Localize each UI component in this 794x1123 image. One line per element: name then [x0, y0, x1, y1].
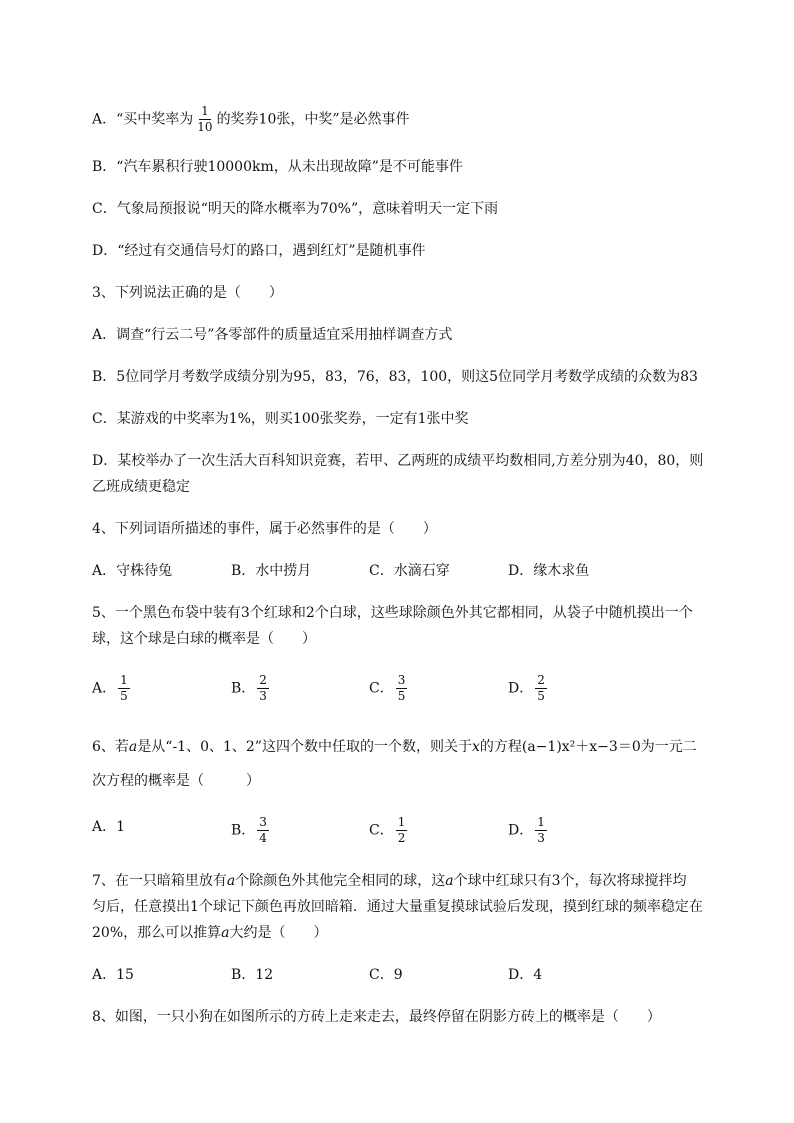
q5-option-b: [231, 674, 271, 703]
q6-stem-post: 为一元二: [640, 739, 697, 755]
q4-option-c: C．水滴石穿: [369, 563, 450, 579]
fraction-denominator: 5: [537, 689, 545, 703]
q7-option-b: B．12: [231, 967, 274, 983]
q2-option-a-fraction: [195, 105, 214, 134]
fraction-denominator: 2: [397, 831, 406, 845]
fraction-numerator: 1: [120, 673, 128, 687]
q4-option-a: A．守株待兔: [92, 563, 173, 579]
q6-option-b-fraction: [257, 816, 269, 845]
q4-stem: 4、下列词语所描述的事件，属于必然事件的是（ ）: [92, 521, 437, 537]
q6-option-c: [369, 816, 409, 845]
q4-option-d: D．缘木求鱼: [508, 563, 590, 579]
q7-line3-post: 大约是（ ）: [229, 925, 328, 941]
fraction-numerator: 1: [397, 815, 406, 829]
option-label: B．: [231, 822, 256, 839]
q5-option-a-fraction: [118, 674, 130, 703]
q2-option-c: C．气象局预报说“明天的降水概率为70%”，意味着明天一定下雨: [92, 201, 499, 217]
q5-option-d-fraction: [535, 674, 547, 703]
fraction-denominator: 10: [197, 120, 213, 134]
q6-stem-pre: 6、若: [92, 739, 129, 755]
q5-option-a: [92, 674, 132, 703]
q6-option-d-fraction: [535, 816, 547, 845]
fraction-numerator: 2: [537, 673, 545, 687]
q7-line1-post: 个除颜色外其他完全相同的球，这: [235, 873, 446, 889]
q5-option-b-fraction: [257, 674, 269, 703]
q3-option-a: A．调查“行云二号”各零部件的质量适宜采用抽样调查方式: [92, 327, 453, 343]
fraction-numerator: 1: [537, 815, 545, 829]
q6-option-a: A．1: [92, 819, 126, 835]
option-label: B．: [231, 680, 256, 697]
q6-stem-line1: [92, 738, 697, 756]
q7-variable-a: a: [221, 925, 230, 941]
q3-option-c: C．某游戏的中奖率为1%，则买100张奖券，一定有1张中奖: [92, 411, 469, 427]
q3-option-d-line2: 乙班成绩更稳定: [92, 479, 190, 495]
q7-option-a: A．15: [92, 967, 134, 983]
q8-stem: 8、如图，一只小狗在如图所示的方砖上走来走去，最终停留在阴影方砖上的概率是（ ）: [92, 1009, 661, 1025]
fraction-denominator: 4: [259, 831, 267, 845]
q6-variable-a: a: [128, 739, 138, 755]
option-label: D．: [508, 680, 534, 697]
q6-stem-mid2: 的方程: [479, 739, 522, 755]
q3-option-d-line1: D．某校举办了一次生活大百科知识竞赛，若甲、乙两班的成绩平均数相同,方差分别为40，80，则: [92, 453, 704, 469]
q6-option-b: [231, 816, 271, 845]
q6-option-c-fraction: [396, 816, 408, 845]
q7-option-d: D．4: [508, 967, 543, 983]
q2-option-a: [92, 105, 410, 134]
q7-line3-pre: 20%，那么可以推算: [92, 925, 222, 941]
q2-option-d: D．“经过有交通信号灯的路口，遇到红灯”是随机事件: [92, 243, 426, 259]
q6-equation: (a−1)x²＋x−3＝0: [521, 739, 641, 755]
q6-stem-mid: 是从“-1、0、1、2”这四个数中任取的一个数，则关于: [137, 739, 472, 755]
q5-option-d: [508, 674, 549, 703]
q5-option-c: [369, 674, 409, 703]
fraction-denominator: 3: [259, 689, 267, 703]
q7-variable-a: a: [445, 873, 454, 889]
fraction-denominator: 3: [537, 831, 545, 845]
q5-option-c-fraction: [396, 674, 408, 703]
fraction-denominator: 5: [120, 689, 128, 703]
fraction-numerator: 3: [259, 815, 267, 829]
fraction-numerator: 2: [259, 673, 267, 687]
q7-variable-a: a: [226, 873, 236, 889]
q6-variable-x: x: [471, 739, 480, 755]
q7-stem-line1: [92, 872, 687, 890]
q6-option-d: [508, 816, 549, 845]
fraction-numerator: 3: [397, 673, 406, 687]
q5-stem-line2: 球，这个球是白球的概率是（ ）: [92, 631, 316, 647]
q3-stem: 3、下列说法正确的是（ ）: [92, 285, 283, 301]
q7-stem-line3: [92, 924, 327, 942]
option-label: A．: [92, 680, 117, 697]
option-label: C．: [369, 680, 394, 697]
q2-option-b: B．“汽车累积行驶10000km，从未出现故障”是不可能事件: [92, 159, 463, 175]
option-label: D．: [508, 822, 534, 839]
q7-line1-pre: 7、在一只暗箱里放有: [92, 873, 227, 889]
fraction-numerator: 1: [201, 104, 209, 118]
q7-option-c: C．9: [369, 967, 403, 983]
fraction-denominator: 5: [397, 689, 406, 703]
q7-stem-line2: 匀后，任意摸出1个球记下颜色再放回暗箱．通过大量重复摸球试验后发现，摸到红球的频率稳定在: [92, 899, 703, 915]
option-label: C．: [369, 822, 394, 839]
q4-option-b: B．水中捞月: [231, 563, 312, 579]
q2-option-a-post: 的奖券10张，中奖”是必然事件: [216, 111, 410, 128]
q7-line1-post2: 个球中红球只有3个，每次将球搅拌均: [453, 873, 687, 889]
q5-stem-line1: 5、一个黑色布袋中装有3个红球和2个白球，这些球除颜色外其它都相同，从袋子中随机摸出一个: [92, 605, 693, 621]
q2-option-a-pre: A．“买中奖率为: [92, 111, 194, 128]
q6-stem-line2: 次方程的概率是（ ）: [92, 773, 260, 789]
q3-option-b: B．5位同学月考数学成绩分别为95，83，76，83，100，则这5位同学月考数学成绩的众数为83: [92, 369, 698, 385]
